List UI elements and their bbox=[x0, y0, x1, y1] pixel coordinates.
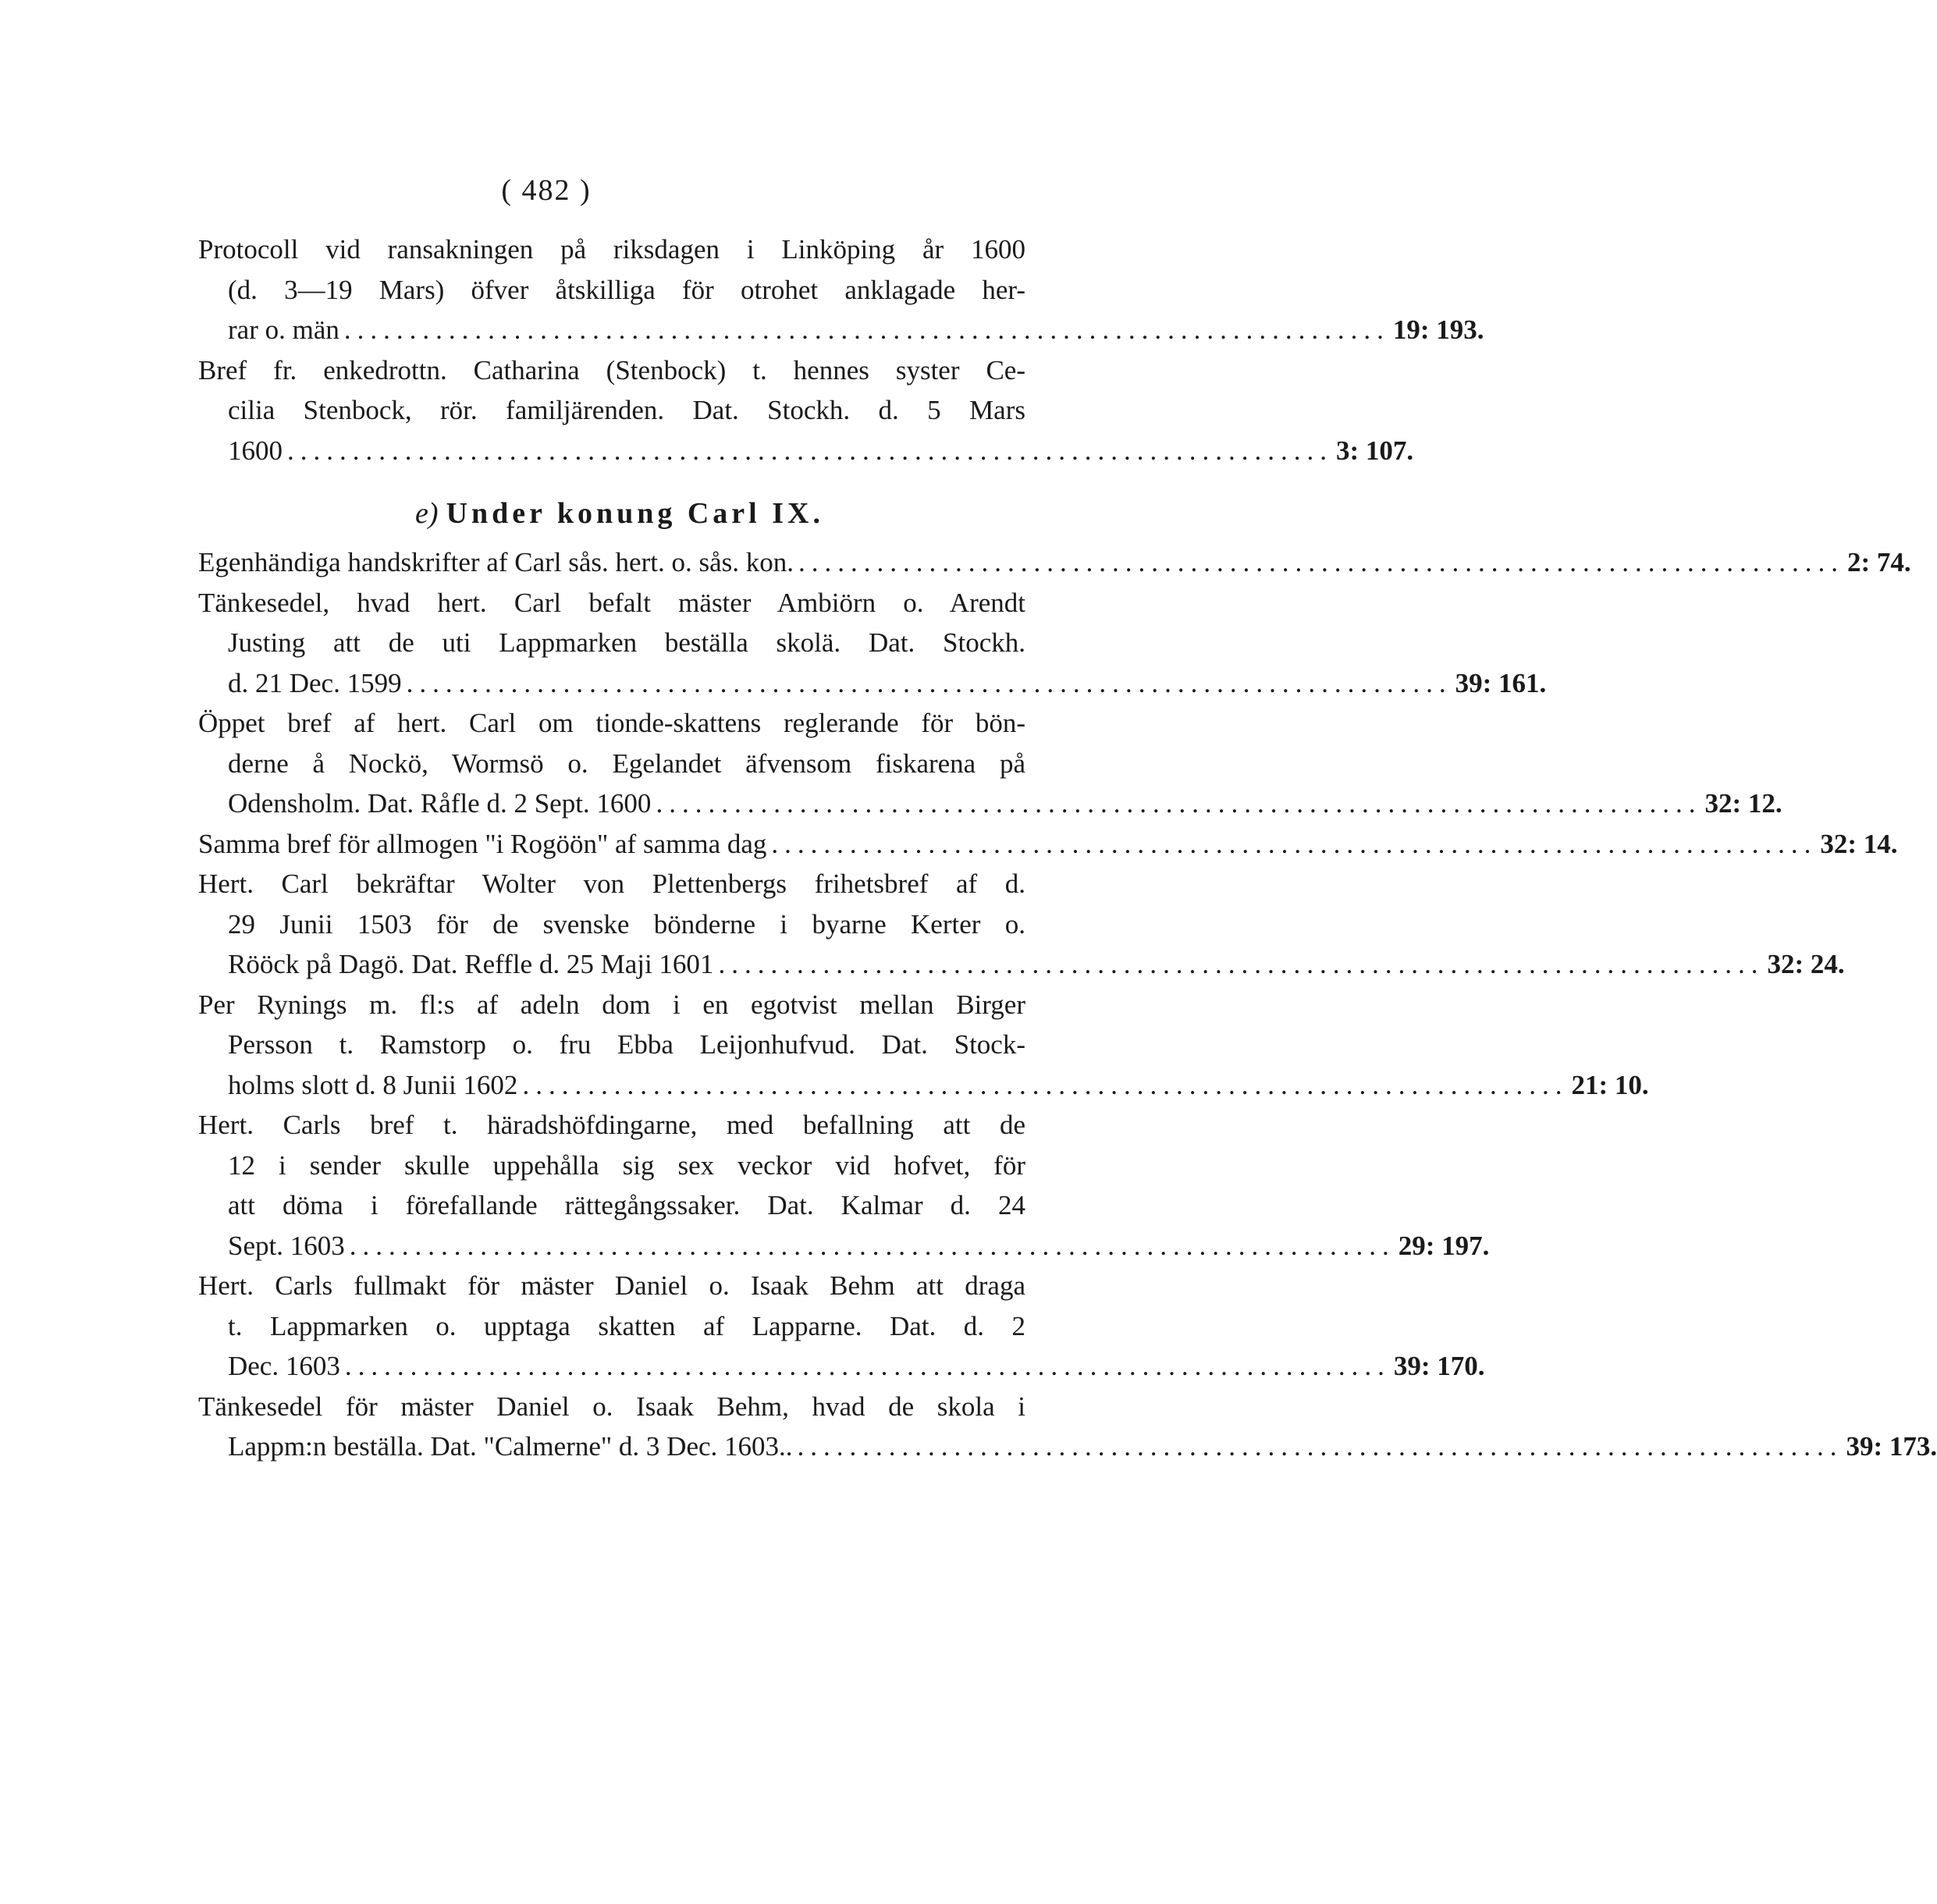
volume-page-reference: 3: 107. bbox=[1336, 435, 1414, 466]
index-entry bbox=[198, 583, 1547, 704]
entry-text: Per Rynings m. fl:s af adeln dom i en egotvist mellan Birger bbox=[198, 989, 1025, 1020]
entry-line bbox=[198, 229, 1025, 270]
dot-leader: ................................................................................ bbox=[797, 1431, 1843, 1462]
entry-line bbox=[198, 864, 1025, 904]
entry-line bbox=[198, 1426, 1937, 1467]
entry-text: att döma i förefallande rättegångssaker. Dat. Kalmar d. 24 bbox=[228, 1190, 1025, 1220]
volume-page-reference: 2: 74. bbox=[1846, 547, 1911, 577]
entry-text: Dec. 1603 bbox=[228, 1351, 340, 1381]
entry-line bbox=[198, 1226, 1490, 1266]
volume-page-reference: 32: 14. bbox=[1820, 828, 1898, 859]
entry-text: holms slott d. 8 Junii 1602 bbox=[228, 1069, 518, 1100]
entry-text: (d. 3—19 Mars) öfver åtskilliga för otrohet anklagade her- bbox=[228, 274, 1025, 305]
entry-line bbox=[198, 1387, 1025, 1427]
entry-line bbox=[198, 1146, 1025, 1186]
entry-text: Persson t. Ramstorp o. fru Ebba Leijonhufvud. Dat. Stock- bbox=[228, 1029, 1025, 1060]
entry-line bbox=[198, 1266, 1025, 1306]
entry-text: Hert. Carl bekräftar Wolter von Plettenbergs frihetsbref af d. bbox=[198, 869, 1025, 899]
entry-line bbox=[198, 583, 1025, 623]
entry-text: Rööck på Dagö. Dat. Reffle d. 25 Maji 1601 bbox=[228, 949, 714, 979]
entry-line bbox=[198, 1346, 1485, 1387]
entry-text: derne å Nockö, Wormsö o. Egelandet äfvensom fiskarena på bbox=[228, 748, 1025, 779]
entry-text: Lappm:n beställa. Dat. "Calmerne" d. 3 Dec. 1603.. bbox=[228, 1431, 793, 1462]
entry-text: d. 21 Dec. 1599 bbox=[228, 667, 402, 698]
volume-page-reference: 29: 197. bbox=[1398, 1230, 1490, 1261]
entries-before-heading bbox=[198, 229, 1484, 471]
volume-page-reference: 39: 170. bbox=[1393, 1351, 1485, 1381]
volume-page-reference: 39: 161. bbox=[1455, 667, 1547, 698]
entry-text: 12 i sender skulle uppehålla sig sex veckor vid hofvet, för bbox=[228, 1149, 1025, 1181]
section-marker: e) bbox=[415, 497, 439, 530]
entry-text: Tänkesedel, hvad hert. Carl befalt mäster Ambiörn o. Arendt bbox=[198, 587, 1025, 618]
entry-line bbox=[198, 904, 1025, 945]
entry-line bbox=[198, 542, 1911, 583]
dot-leader: ................................................................................ bbox=[522, 1069, 1569, 1100]
index-entry bbox=[198, 985, 1649, 1106]
entry-text: cilia Stenbock, rör. familjärenden. Dat. Stockh. d. 5 Mars bbox=[228, 395, 1025, 425]
entry-text: Protocoll vid ransakningen på riksdagen i Linköping år 1600 bbox=[198, 234, 1025, 265]
section-heading bbox=[198, 491, 1025, 536]
dot-leader: ................................................................................ bbox=[287, 435, 1333, 466]
volume-page-reference: 21: 10. bbox=[1571, 1069, 1649, 1100]
entry-line bbox=[198, 663, 1547, 704]
index-entry bbox=[198, 703, 1782, 824]
entry-line bbox=[198, 703, 1025, 744]
entry-line bbox=[198, 1105, 1025, 1146]
section-title: Under konung Carl IX. bbox=[446, 497, 824, 530]
dot-leader: ................................................................................ bbox=[656, 788, 1702, 819]
entry-text: 1600 bbox=[228, 435, 283, 466]
entry-text: rar o. män bbox=[228, 314, 339, 345]
index-entry bbox=[198, 542, 1911, 583]
index-entry bbox=[198, 350, 1414, 471]
dot-leader: ................................................................................ bbox=[344, 1351, 1391, 1381]
entry-line bbox=[198, 431, 1414, 471]
dot-leader: ................................................................................ bbox=[343, 314, 1390, 345]
entry-line bbox=[198, 390, 1025, 431]
entry-line bbox=[198, 350, 1025, 391]
dot-leader: ................................................................................ bbox=[798, 547, 1844, 577]
volume-page-reference: 32: 24. bbox=[1767, 949, 1845, 979]
entry-line bbox=[198, 783, 1782, 824]
index-entry bbox=[198, 229, 1484, 350]
dot-leader: ................................................................................ bbox=[349, 1230, 1395, 1261]
entry-line bbox=[198, 1306, 1025, 1347]
entry-text: Hert. Carls bref t. häradshöfdingarne, med befallning att de bbox=[198, 1110, 1025, 1140]
page-number: ( 482 ) bbox=[501, 174, 592, 207]
entry-text: Tänkesedel för mäster Daniel o. Isaak Behm, hvad de skola i bbox=[198, 1391, 1025, 1422]
index-entry bbox=[198, 1387, 1937, 1467]
entry-text: Bref fr. enkedrottn. Catharina (Stenbock) t. hennes syster Ce- bbox=[198, 354, 1025, 385]
entry-text: Sept. 1603 bbox=[228, 1230, 345, 1261]
index-entry bbox=[198, 1266, 1485, 1387]
entry-line bbox=[198, 744, 1025, 784]
entry-line bbox=[198, 944, 1845, 985]
dot-leader: ................................................................................ bbox=[771, 828, 1818, 859]
entry-line bbox=[198, 824, 1898, 865]
volume-page-reference: 19: 193. bbox=[1392, 314, 1484, 345]
entry-line bbox=[198, 1065, 1649, 1106]
entry-line bbox=[198, 1185, 1025, 1226]
dot-leader: ................................................................................ bbox=[406, 667, 1452, 698]
entry-text: 29 Junii 1503 för de svenske bönderne i byarne Kerter o. bbox=[228, 908, 1025, 940]
index-entry bbox=[198, 864, 1845, 985]
entry-line bbox=[198, 310, 1484, 350]
entry-line bbox=[198, 623, 1025, 663]
volume-page-reference: 39: 173. bbox=[1846, 1431, 1937, 1462]
index-entry bbox=[198, 824, 1898, 865]
entry-text: Hert. Carls fullmakt för mäster Daniel o. Isaak Behm att draga bbox=[198, 1270, 1025, 1301]
entry-line bbox=[198, 270, 1025, 311]
entry-text: Öppet bref af hert. Carl om tionde-skattens reglerande för bön- bbox=[198, 708, 1025, 738]
entry-text: Egenhändiga handskrifter af Carl sås. hert. o. sås. kon. bbox=[198, 547, 794, 577]
entry-text: Samma bref för allmogen "i Rogöön" af samma dag bbox=[198, 828, 767, 859]
entry-line bbox=[198, 985, 1025, 1025]
entries-after-heading bbox=[198, 542, 1937, 1467]
index-text-block bbox=[198, 229, 1937, 1467]
entry-text: Odensholm. Dat. Råfle d. 2 Sept. 1600 bbox=[228, 788, 652, 819]
dot-leader: ................................................................................ bbox=[718, 949, 1765, 979]
entry-text: t. Lappmarken o. upptaga skatten af Lapparne. Dat. d. 2 bbox=[228, 1310, 1025, 1341]
entry-text: Justing att de uti Lappmarken beställa skolä. Dat. Stockh. bbox=[228, 627, 1025, 658]
index-entry bbox=[198, 1105, 1490, 1266]
entry-line bbox=[198, 1025, 1025, 1065]
volume-page-reference: 32: 12. bbox=[1704, 788, 1782, 819]
